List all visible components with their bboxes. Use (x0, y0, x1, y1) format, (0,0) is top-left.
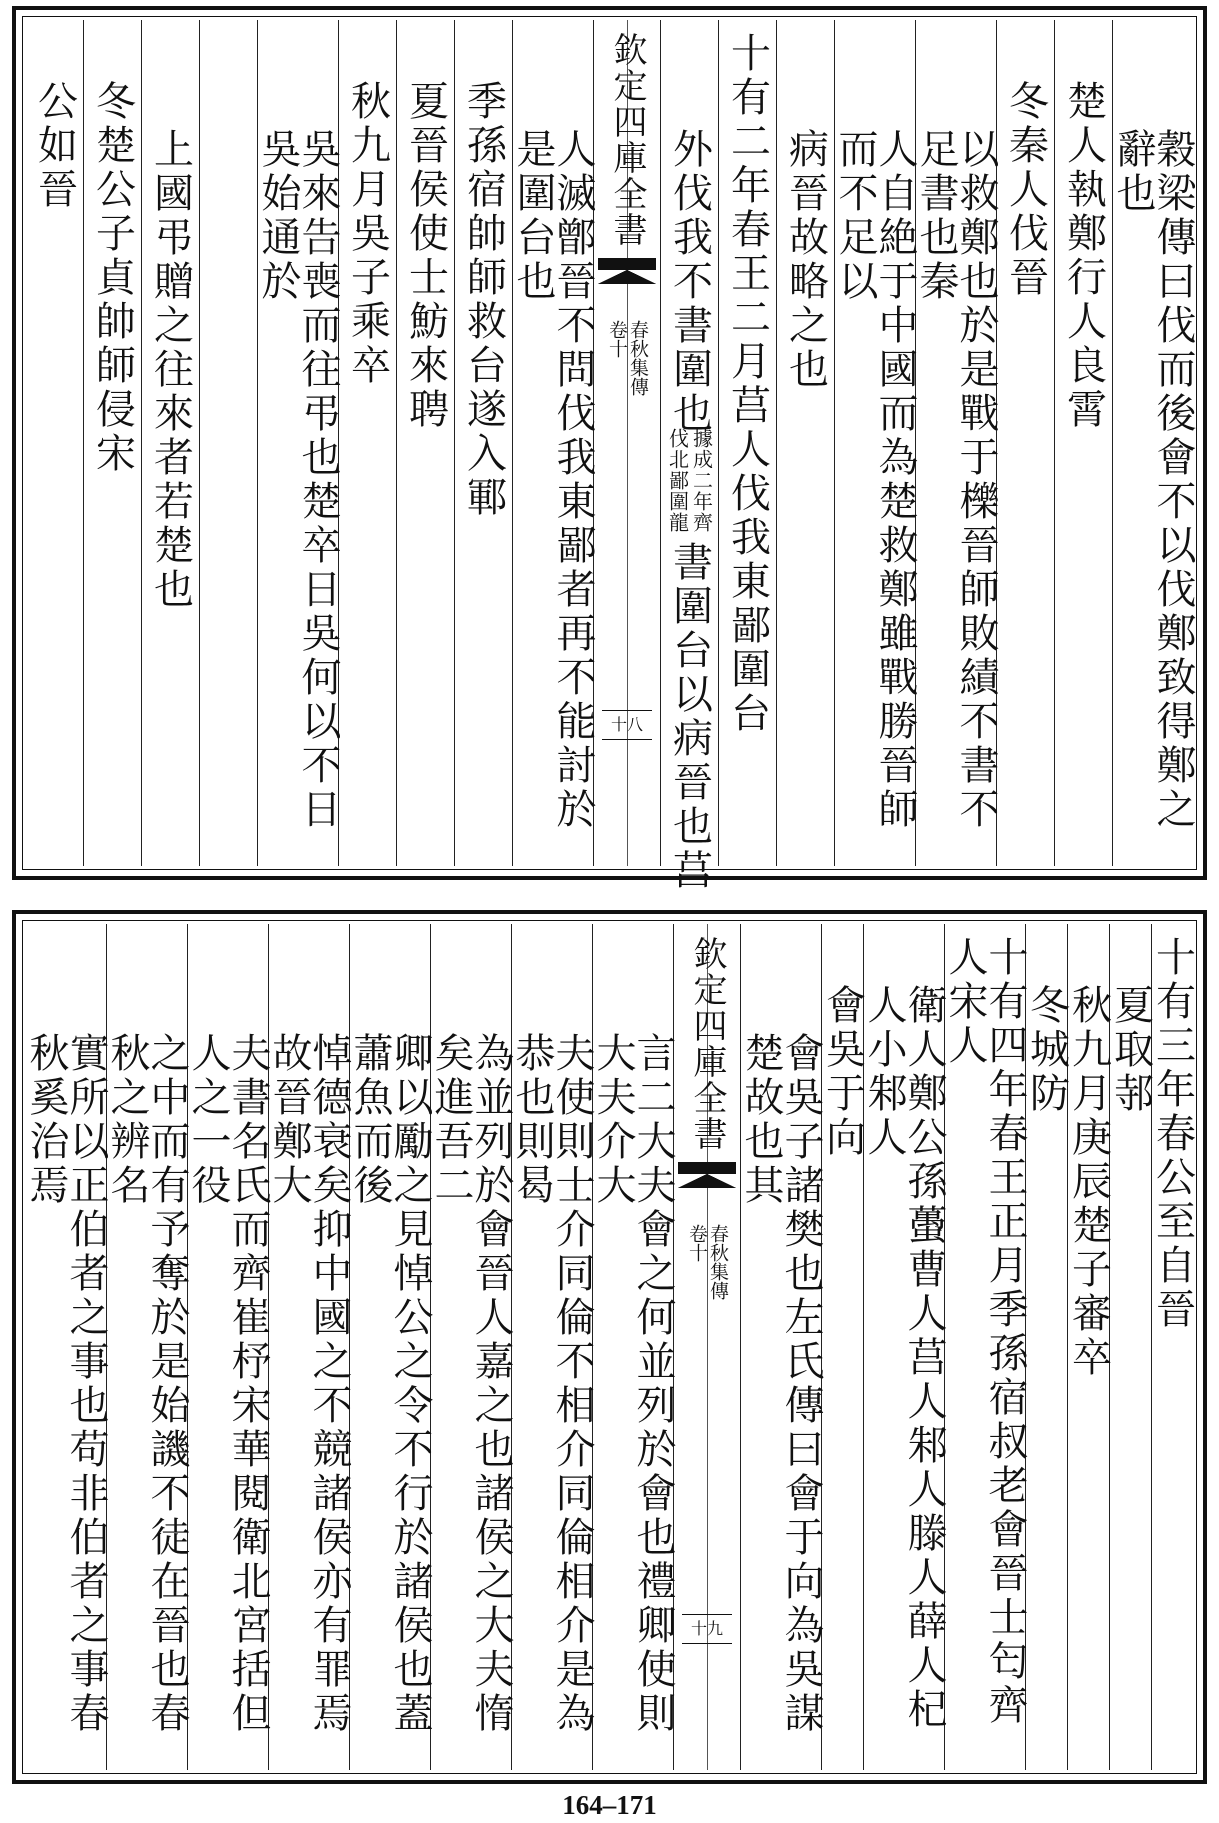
column-text: 十有三年春公至自晉 (1149, 936, 1196, 1332)
column-text: 實所以正伯者之事也苟非伯者之事春秋奚治焉 (23, 1032, 109, 1736)
page-number: 164–171 (562, 1790, 657, 1820)
column-text: 為並列於會晉人嘉之也諸侯之大夫惰矣進吾二 (428, 1032, 514, 1736)
column-text: 冬楚公子貞帥師侵宋 (89, 80, 136, 476)
column-text: 之中而有予奪於是始譏不徒在晉也春秋之辨名 (104, 1032, 190, 1736)
volume-label (687, 1224, 727, 1300)
column-text: 公如晉 (31, 80, 78, 212)
volume-line: 春秋集傳 (707, 1224, 729, 1300)
fold-banner (673, 924, 740, 1770)
right-text-column (1149, 924, 1196, 1770)
left-text-column (199, 20, 257, 866)
right-text-column (1107, 924, 1154, 1770)
column-text: 會吳于向 (819, 984, 866, 1160)
column-text: 外伐我不書圍也 (666, 128, 713, 436)
column-text: 人滅鄫晉不問伐我東鄙者再不能討於是圍台也 (510, 128, 596, 832)
left-text-column (266, 924, 352, 1770)
right-text-column (718, 20, 776, 866)
fishtail-mark (678, 1162, 736, 1188)
volume-line: 卷十 (606, 320, 628, 358)
right-text-column (738, 924, 824, 1770)
column-text: 夏晉侯使士魴來聘 (402, 80, 449, 432)
left-text-column (141, 20, 199, 866)
column-text: 楚人執鄭行人良霄 (1060, 80, 1107, 432)
left-text-column (23, 924, 109, 1770)
left-text-column (338, 20, 396, 866)
column-text: 十有二年春王二月莒人伐我東鄙圍台 (724, 32, 771, 736)
right-text-column (776, 20, 834, 866)
left-text-column (454, 20, 512, 866)
column-text: 夏取邿 (1107, 984, 1154, 1116)
left-text-column (396, 20, 454, 866)
left-text-column (104, 924, 190, 1770)
left-text-column (83, 20, 141, 866)
volume-label (607, 320, 647, 396)
right-text-column (660, 20, 718, 893)
column-text: 穀梁傳曰伐而後會不以伐鄭致得鄭之辭也 (1110, 128, 1196, 832)
column-text: 言二大夫會之何並列於會也禮卿使則大夫介大 (590, 1032, 676, 1736)
volume-line: 春秋集傳 (627, 320, 649, 396)
book-title: 欽定四庫全書 (687, 936, 727, 1152)
right-text-column (832, 20, 918, 866)
left-text-column (255, 20, 341, 866)
left-text-column (509, 924, 595, 1770)
left-text-column (26, 20, 83, 866)
folio-number: 十八 (602, 710, 652, 740)
column-text: 人自絶于中國而為楚救鄭雖戰勝晉師而不足以 (832, 128, 918, 832)
left-text-column (185, 924, 271, 1770)
note-line: 據成二年齊 (689, 428, 714, 533)
left-text-column (347, 924, 433, 1770)
upper-page (12, 6, 1207, 893)
volume-line: 卷十 (686, 1224, 708, 1262)
column-text: 冬城防 (1023, 984, 1070, 1116)
upper-page-columns (26, 20, 1196, 893)
lower-page-columns (23, 924, 1196, 1770)
column-text: 上國弔贈之往來者若楚也 (147, 128, 194, 612)
column-text: 夫書名氏而齊崔杼宋華閱衛北宮括但人之一役 (185, 1032, 271, 1736)
right-text-column (1023, 924, 1070, 1770)
column-text: 十有四年春王正月季孫宿叔老會晉士匄齊人宋人 (942, 936, 1028, 1728)
right-text-column (819, 924, 866, 1770)
right-text-column (1110, 20, 1196, 866)
column-text: 悼德衰矣抑中國之不競諸侯亦有罪焉故晉鄭大 (266, 1032, 352, 1736)
interlinear-note (661, 428, 718, 533)
fishtail-mark (598, 258, 656, 284)
column-text: 以救鄭也於是戰于櫟晉師敗績不書不足書也秦 (913, 128, 999, 832)
right-text-column (996, 20, 1054, 866)
right-text-column (942, 924, 1028, 1770)
column-text: 冬秦人伐晉 (1002, 80, 1049, 300)
lower-page (12, 910, 1207, 1784)
column-text: 病晉故略之也 (782, 128, 829, 392)
column-text: 吳來告喪而往弔也楚卒日吳何以不日吳始通於 (255, 128, 341, 832)
fold-banner (593, 20, 660, 866)
left-text-column (590, 924, 676, 1770)
right-text-column (1065, 924, 1112, 1770)
right-text-column (913, 20, 999, 866)
column-text: 會吳子諸樊也左氏傳曰會于向為吳謀楚故也其 (738, 1032, 824, 1736)
left-text-column (428, 924, 514, 1770)
column-text: 衛人鄭公孫蠆曹人莒人邾人滕人薛人杞人小邾人 (861, 984, 947, 1732)
book-title: 欽定四庫全書 (607, 32, 647, 248)
column-text: 秋九月吳子乘卒 (344, 80, 391, 388)
note-line: 伐北鄙圍龍 (665, 428, 690, 533)
folio-number: 十九 (682, 1614, 732, 1644)
column-text: 季孫宿帥師救台遂入鄆 (460, 80, 507, 520)
right-text-column (861, 924, 947, 1770)
column-text: 卿以勵之見悼公之令不行於諸侯也蓋蕭魚而後 (347, 1032, 433, 1736)
column-text-continued: 書圍台以病晉也莒 (666, 541, 713, 893)
left-text-column (510, 20, 596, 866)
column-text: 夫使則士介同倫不相介同倫相介是為恭也則曷 (509, 1032, 595, 1736)
right-text-column (1054, 20, 1112, 866)
column-text: 秋九月庚辰楚子審卒 (1065, 984, 1112, 1380)
